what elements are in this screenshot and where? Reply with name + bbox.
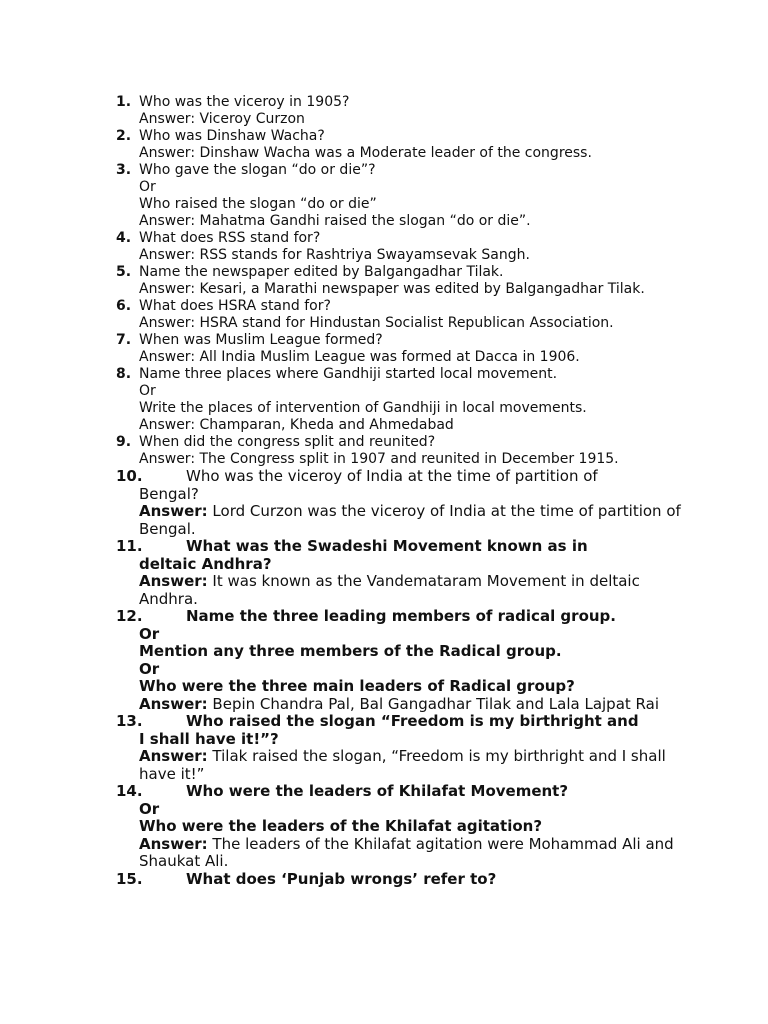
answer-text: Answer: RSS stands for Rashtriya Swayamsevak Sangh. [139,247,530,263]
answer-label: Answer: [139,502,208,520]
or-separator: Or [139,624,160,643]
qa-item-5 [116,264,696,298]
answer-text: Answer: Champaran, Kheda and Ahmedabad [139,417,454,433]
item-number: 9. [116,434,132,450]
alternate-question-text: Who raised the slogan “do or die” [139,196,377,212]
qa-item-12 [116,608,696,713]
item-number: 14. [116,782,143,800]
item-number: 13. [116,712,143,730]
alternate-question-text: Mention any three members of the Radical group. [139,642,562,660]
or-separator: Or [139,799,160,818]
item-number: 10. [116,467,143,485]
alternate-question-text: Who were the leaders of the Khilafat agitation? [139,817,543,835]
answer-text: Answer: HSRA stand for Hindustan Socialist Republican Association. [139,315,614,331]
question-text: Name the newspaper edited by Balgangadhar Tilak. [139,264,504,280]
answer [139,696,696,714]
item-number: 7. [116,332,132,348]
question-text: Who was the viceroy of India at the time of partition of [186,467,598,485]
question-text-continued: Bengal? [139,484,199,503]
answer [139,573,696,608]
answer-text: Bepin Chandra Pal, Bal Gangadhar Tilak and Lala Lajpat Rai [207,694,659,713]
or-separator: Or [139,179,156,195]
qa-item-4 [116,230,696,264]
or-separator: Or [139,383,156,399]
answer [139,503,696,538]
answer-text: Answer: The Congress split in 1907 and reunited in December 1915. [139,451,619,467]
question-text: What was the Swadeshi Movement known as in [186,537,588,555]
answer-text: Lord Curzon was the viceroy of India at the time of partition of Bengal. [139,502,681,538]
qa-item-1 [116,94,696,128]
answer-label: Answer: [139,747,208,765]
answer-text: Answer: Viceroy Curzon [139,111,305,127]
answer-text: Answer: Mahatma Gandhi raised the slogan “do or die”. [139,213,531,229]
question-text: Who raised the slogan “Freedom is my birthright and [186,712,639,730]
item-number: 1. [116,94,132,110]
answer-text: The leaders of the Khilafat agitation were Mohammad Ali and Shaukat Ali. [139,834,674,870]
qa-item-8 [116,366,696,434]
question-text: When was Muslim League formed? [139,332,383,348]
question-text: Name the three leading members of radical group. [186,607,616,625]
alternate-question-text: Who were the three main leaders of Radical group? [139,677,575,695]
question-text-continued: deltaic Andhra? [139,554,272,573]
qa-item-7 [116,332,696,366]
item-number: 8. [116,366,132,382]
question-text: Who was Dinshaw Wacha? [139,128,325,144]
question-text: What does HSRA stand for? [139,298,331,314]
question-text-continued: I shall have it!”? [139,729,279,748]
item-number: 12. [116,607,143,625]
qa-item-6 [116,298,696,332]
answer-label: Answer: [139,694,208,713]
answer-label: Answer: [139,572,208,590]
qa-item-13 [116,713,696,783]
question-text: What does ‘Punjab wrongs’ refer to? [186,869,497,888]
question-answer-list [116,94,696,888]
question-text: Name three places where Gandhiji started local movement. [139,366,558,382]
item-number: 4. [116,230,132,246]
item-number: 5. [116,264,132,280]
qa-item-3 [116,162,696,230]
qa-item-2 [116,128,696,162]
answer [139,836,696,871]
alternate-question-text: Write the places of intervention of Gandhiji in local movements. [139,400,587,416]
item-number: 15. [116,869,143,888]
or-separator: Or [139,659,160,678]
item-number: 2. [116,128,132,144]
item-number: 6. [116,298,132,314]
question-text: Who gave the slogan “do or die”? [139,162,376,178]
question-text: What does RSS stand for? [139,230,321,246]
question-text: When did the congress split and reunited? [139,434,436,450]
qa-item-15 [116,871,696,889]
answer-text: Answer: Kesari, a Marathi newspaper was edited by Balgangadhar Tilak. [139,281,645,297]
qa-item-14 [116,783,696,871]
answer-text: It was known as the Vandemataram Movement in deltaic Andhra. [139,572,640,608]
item-number: 11. [116,537,143,555]
item-number: 3. [116,162,132,178]
qa-item-9 [116,434,696,468]
qa-item-10 [116,468,696,538]
answer [139,748,696,783]
question-text: Who was the viceroy in 1905? [139,94,350,110]
answer-text: Tilak raised the slogan, “Freedom is my birthright and I shall have it!” [139,747,666,783]
qa-item-11 [116,538,696,608]
question-text: Who were the leaders of Khilafat Movement? [186,782,569,800]
answer-text: Answer: All India Muslim League was formed at Dacca in 1906. [139,349,580,365]
answer-label: Answer: [139,834,208,853]
answer-text: Answer: Dinshaw Wacha was a Moderate leader of the congress. [139,145,592,161]
